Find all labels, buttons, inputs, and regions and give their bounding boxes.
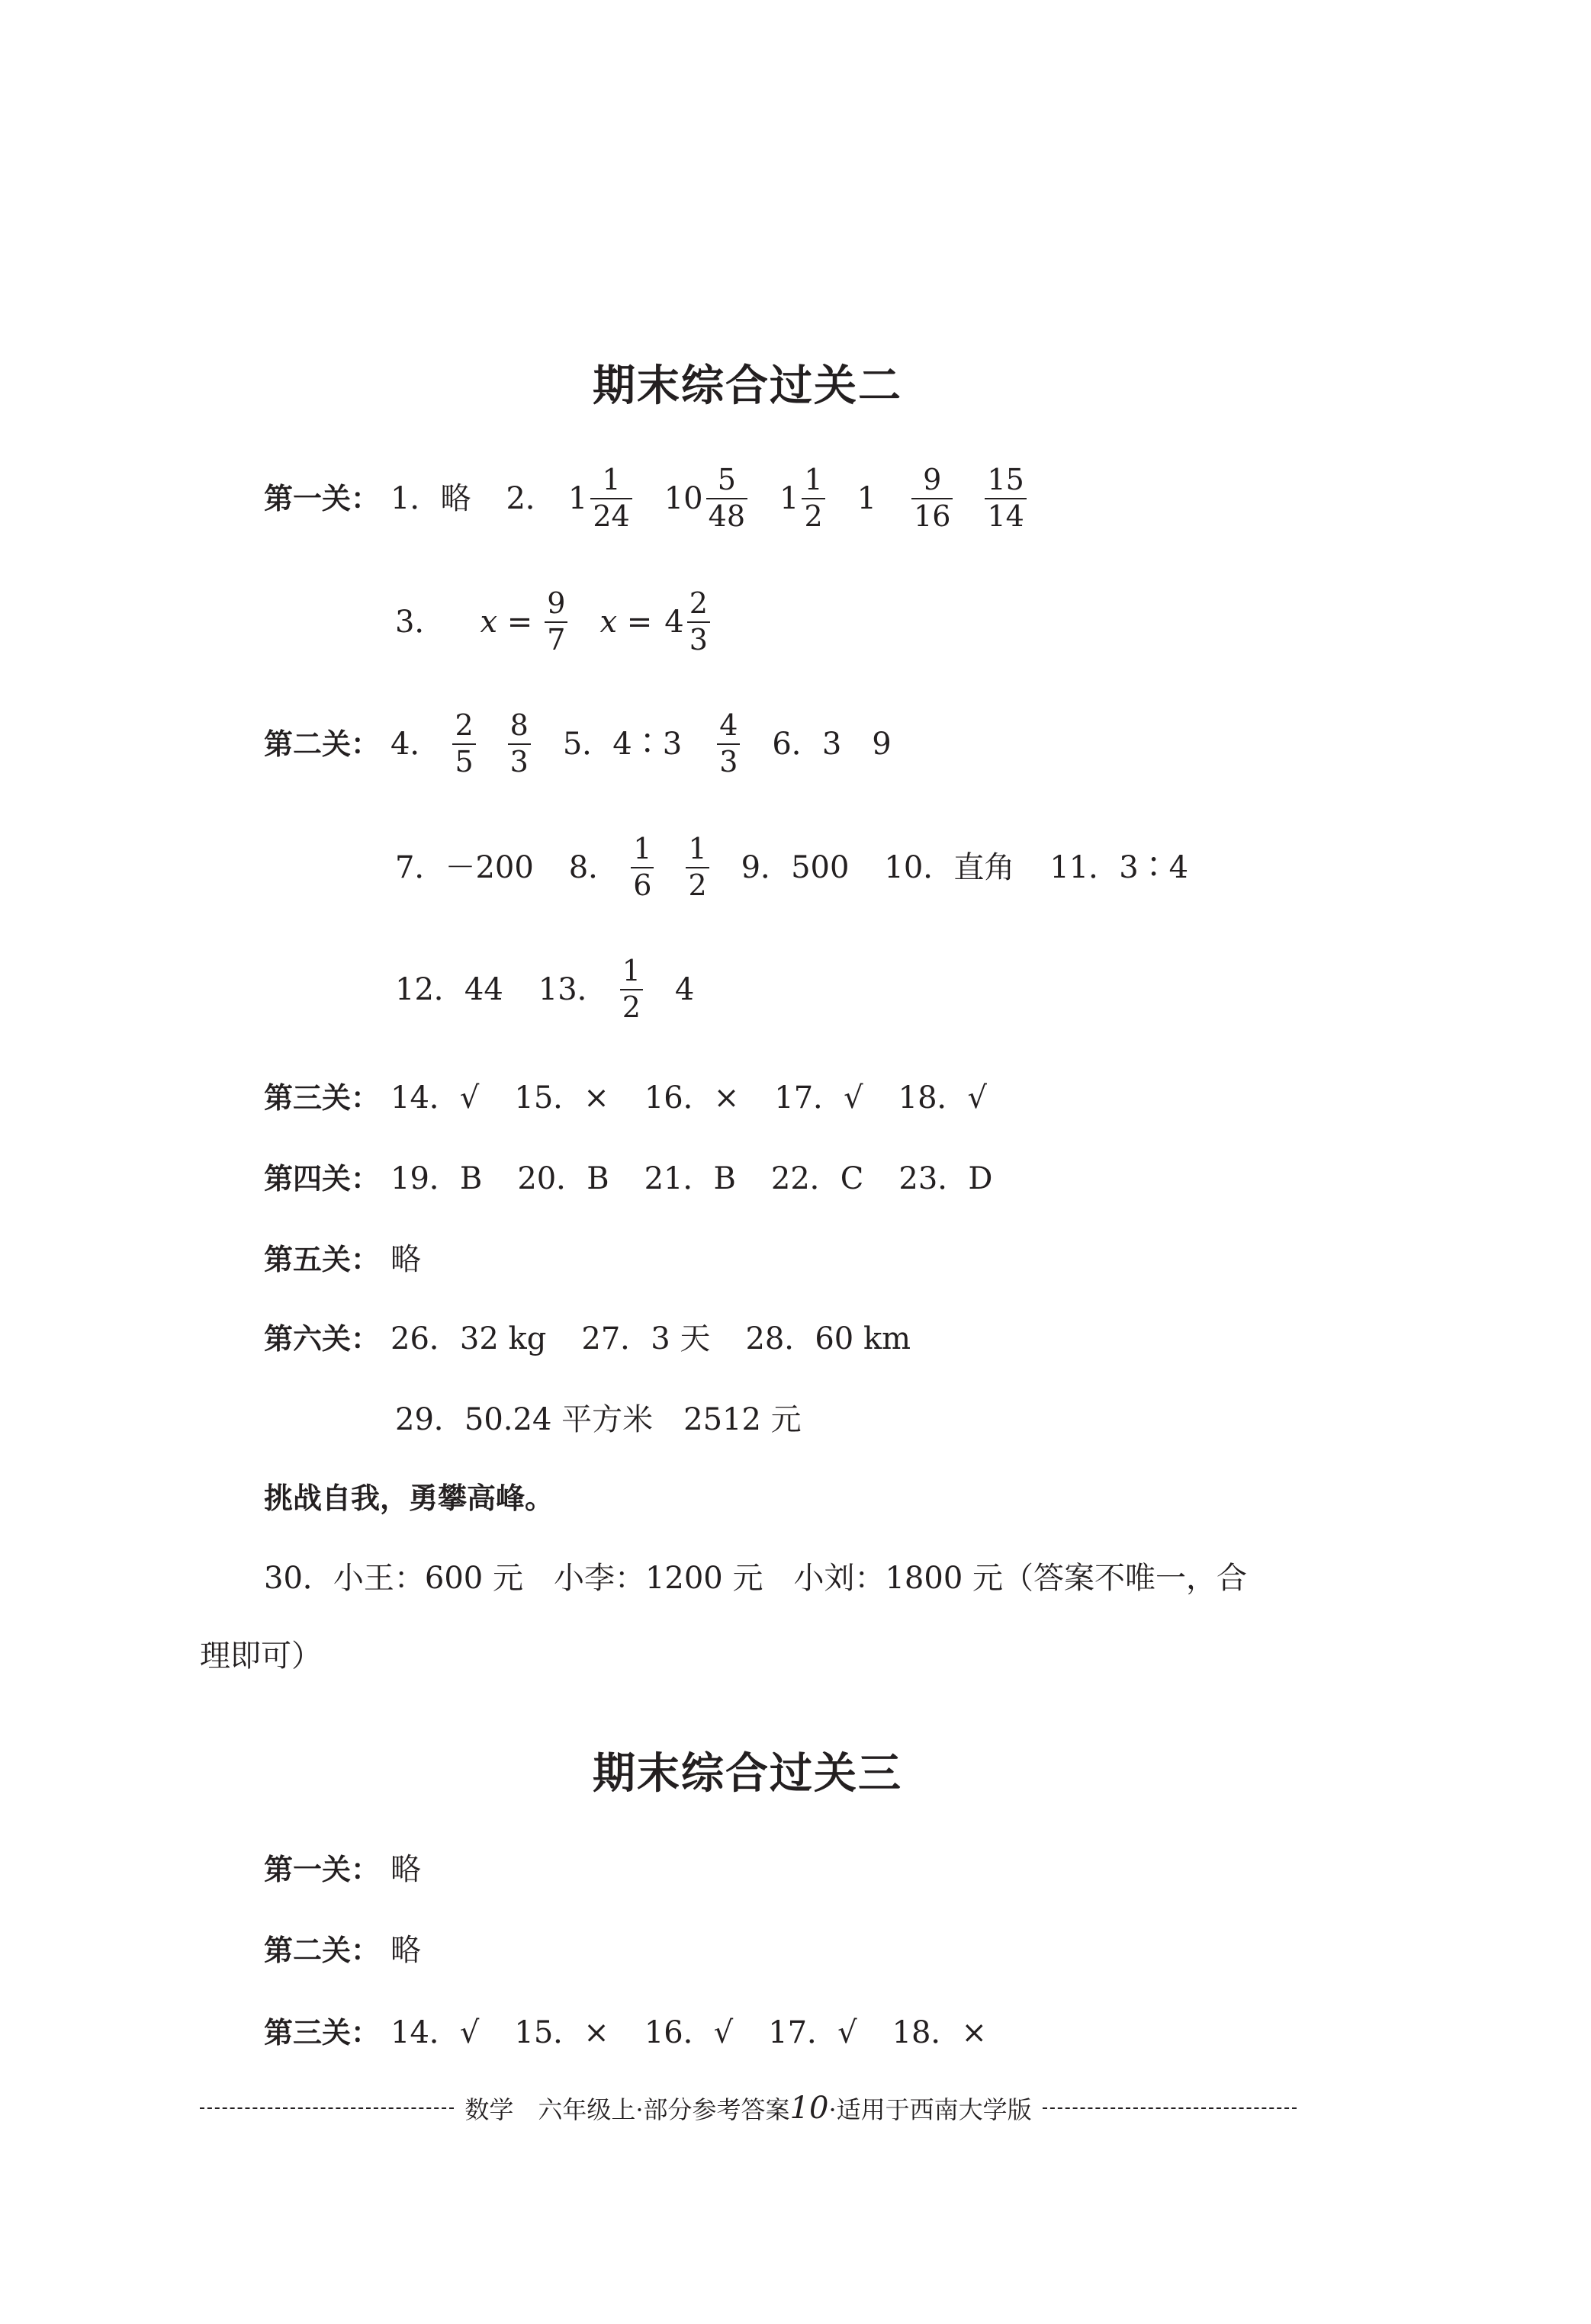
numerator: 8 <box>509 708 529 742</box>
answer-item: 18．√ <box>898 1080 988 1115</box>
level6-row <box>264 1321 946 1356</box>
denominator: 2 <box>688 868 707 902</box>
numerator: 9 <box>547 586 566 620</box>
fraction <box>590 465 632 532</box>
level1-row <box>264 1854 456 1885</box>
level-label: 第三关： <box>264 1081 381 1115</box>
denominator: 14 <box>987 499 1024 533</box>
fraction <box>985 465 1026 532</box>
footer-edition: ·适用于西南大学版 <box>828 2095 1032 2124</box>
level3-row <box>264 2017 1022 2048</box>
answer-item: 5．4∶3 <box>562 726 683 762</box>
footer-text <box>464 2091 1031 2126</box>
numerator: 1 <box>633 832 652 865</box>
denominator: 16 <box>914 499 951 533</box>
challenge-answer <box>264 1563 1247 1594</box>
denominator: 6 <box>633 868 652 902</box>
answer-item: 28．60 km <box>745 1321 911 1356</box>
answer-item: 14．√ <box>391 1080 480 1115</box>
denominator: 3 <box>509 744 529 778</box>
denominator: 2 <box>804 499 823 533</box>
level3-row <box>264 1080 1022 1115</box>
denominator: 5 <box>455 744 474 778</box>
denominator: 24 <box>593 499 630 533</box>
answer-item: 9．500 <box>741 849 850 885</box>
level-label: 第一关： <box>264 1853 381 1886</box>
question-number: 13． <box>538 971 608 1007</box>
fraction <box>687 586 710 656</box>
level1-row <box>264 465 1059 532</box>
numerator: 4 <box>719 708 738 742</box>
answer-item: 略 <box>391 1933 422 1968</box>
level2-row-3 <box>395 956 729 1023</box>
level-label: 第三关： <box>264 2016 381 2050</box>
challenge-text: 理即可） <box>200 1639 322 1674</box>
mixed-whole: 1 <box>779 480 799 516</box>
fraction <box>686 834 709 901</box>
equation-lhs: x = <box>599 604 653 640</box>
level2-row-2 <box>395 834 1223 901</box>
level-label: 第四关： <box>264 1162 381 1196</box>
challenge-answer-cont <box>200 1639 322 1674</box>
mixed-whole: 1 <box>567 480 588 516</box>
challenge-text: 30．小王：600 元 小李：1200 元 小刘：1800 元（答案不唯一，合 <box>264 1561 1247 1596</box>
mixed-whole: 4 <box>664 604 684 640</box>
footer-divider <box>1043 2107 1297 2109</box>
answer-item: 略 <box>391 1242 422 1277</box>
footer-subject: 数学 六年级上·部分参考答案 <box>464 2095 790 2124</box>
level2-row <box>264 708 927 778</box>
answer-item: 21．B <box>644 1161 736 1196</box>
level5-row <box>264 1244 456 1275</box>
fraction <box>706 465 747 532</box>
section-title: 期末综合过关三 <box>593 1749 902 1799</box>
answer-item: 4 <box>674 971 695 1007</box>
numerator: 2 <box>455 708 474 742</box>
answer-item: 18．× <box>892 2015 988 2050</box>
fraction <box>508 708 531 778</box>
answer-item: 15．× <box>514 2015 609 2050</box>
answer-item: 17．√ <box>768 2015 857 2050</box>
section-title: 期末综合过关二 <box>593 361 902 411</box>
fraction <box>631 834 654 901</box>
answer-item: 26．32 kg <box>391 1321 547 1356</box>
question-number: 4． <box>391 726 441 762</box>
answer-item: 14．√ <box>391 2015 480 2050</box>
level-label: 第二关： <box>264 1934 381 1967</box>
answer-item: 6．3 9 <box>772 726 892 762</box>
denominator: 3 <box>719 744 738 778</box>
level2-row <box>264 1935 456 1966</box>
answer-item: 12．44 <box>395 971 503 1007</box>
denominator: 2 <box>622 990 641 1024</box>
answer-item: 1 <box>857 480 877 516</box>
answer-item: 11．3∶4 <box>1049 849 1189 885</box>
answer-item: 23．D <box>898 1161 993 1196</box>
footer-divider <box>200 2107 454 2109</box>
answer-item: 20．B <box>517 1161 609 1196</box>
level4-row <box>264 1161 1027 1196</box>
answer-item: 27．3 天 <box>581 1321 711 1356</box>
page-number: 10 <box>789 2091 829 2126</box>
denominator: 7 <box>547 622 566 656</box>
numerator: 5 <box>717 463 736 496</box>
question-number: 2． <box>506 480 556 516</box>
page-footer <box>200 2091 1297 2126</box>
numerator: 9 <box>923 463 942 496</box>
numerator: 1 <box>622 954 641 987</box>
level6-row-2 <box>395 1404 837 1435</box>
question-number: 3． <box>395 604 445 640</box>
numerator: 1 <box>804 463 823 496</box>
level1-row-2 <box>395 586 742 656</box>
numerator: 1 <box>602 463 621 496</box>
answer-item: 17．√ <box>774 1080 863 1115</box>
mixed-whole: 10 <box>664 480 703 516</box>
answer-item: 16．× <box>644 1080 740 1115</box>
level-label: 第二关： <box>264 727 381 761</box>
answer-item: 1．略 <box>391 480 471 516</box>
challenge-title: 挑战自我，勇攀高峰。 <box>264 1481 554 1515</box>
numerator: 15 <box>987 463 1024 496</box>
answer-item: 22．C <box>770 1161 864 1196</box>
answer-item: 19．B <box>391 1161 483 1196</box>
denominator: 3 <box>689 622 708 656</box>
fraction <box>620 956 643 1023</box>
answer-item: 15．× <box>514 1080 609 1115</box>
answer-item: 16．√ <box>644 2015 734 2050</box>
answer-item: 略 <box>391 1852 422 1887</box>
challenge-heading <box>264 1481 554 1515</box>
fraction <box>545 586 567 656</box>
level-label: 第五关： <box>264 1243 381 1276</box>
equation-lhs: x = <box>480 604 533 640</box>
numerator: 2 <box>689 586 708 620</box>
fraction <box>452 708 475 778</box>
fraction <box>911 465 953 532</box>
answer-item: 29．50.24 平方米 2512 元 <box>395 1402 802 1437</box>
level-label: 第一关： <box>264 481 381 515</box>
question-number: 8． <box>568 849 619 885</box>
level-label: 第六关： <box>264 1322 381 1356</box>
answer-item: 10．直角 <box>884 849 1015 885</box>
answer-item: 7．－200 <box>395 849 534 885</box>
denominator: 48 <box>708 499 745 533</box>
fraction <box>717 708 740 778</box>
numerator: 1 <box>688 832 707 865</box>
fraction <box>802 465 824 532</box>
